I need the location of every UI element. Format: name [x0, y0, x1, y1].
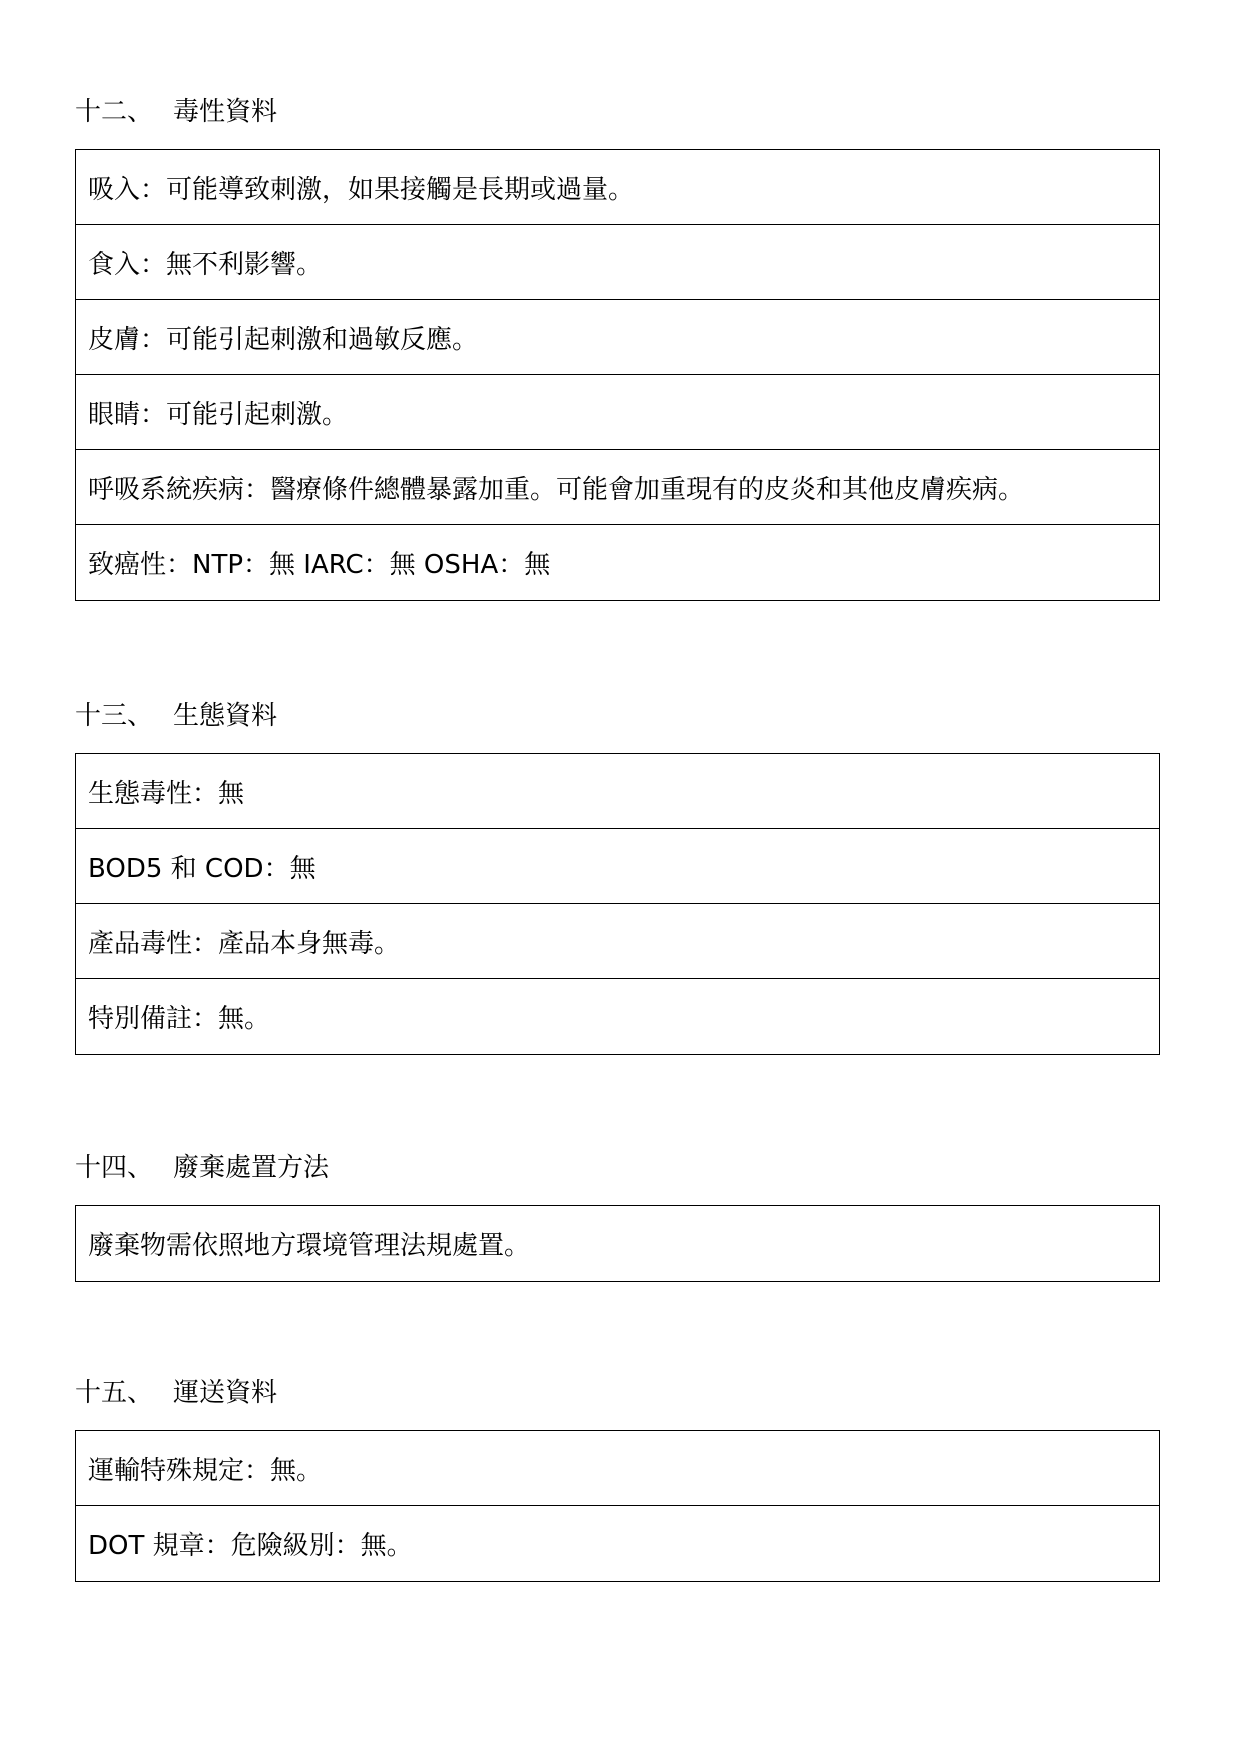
table-row: 吸入：可能導致刺激，如果接觸是長期或過量。 — [76, 150, 1159, 225]
table-row: 特別備註：無。 — [88, 1004, 271, 1034]
table-row: 生態毒性：無 — [76, 754, 1159, 829]
section-title: 廢棄處置方法 — [173, 1153, 330, 1183]
table-row: BOD5 和 COD：無 — [76, 829, 1159, 904]
section-title: 生態資料 — [173, 701, 278, 731]
section-number: 十五、 — [75, 1378, 154, 1408]
section-heading-disposal — [75, 1153, 329, 1183]
ecology-table — [75, 753, 1160, 1055]
section-heading-toxicology — [75, 97, 277, 127]
section-number: 十四、 — [75, 1153, 154, 1183]
table-row: 運輸特殊規定：無。 — [76, 1431, 1159, 1506]
table-row: 呼吸系統疾病：醫療條件總體暴露加重。可能會加重現有的皮炎和其他皮膚疾病。 — [76, 450, 1159, 525]
table-row: 食入：無不利影響。 — [76, 225, 1159, 300]
transport-table — [75, 1430, 1160, 1582]
table-row: DOT 規章：危險級別：無。 — [88, 1531, 413, 1561]
section-number: 十三、 — [75, 701, 154, 731]
table-row: 皮膚：可能引起刺激和過敏反應。 — [76, 300, 1159, 375]
section-number: 十二、 — [75, 97, 154, 127]
section-title: 運送資料 — [173, 1378, 278, 1408]
table-row: 致癌性：NTP：無 IARC：無 OSHA：無 — [88, 550, 551, 580]
section-heading-ecology — [75, 701, 277, 731]
section-heading-transport — [75, 1378, 277, 1408]
table-row: 廢棄物需依照地方環境管理法規處置。 — [88, 1231, 531, 1261]
table-row: 眼睛：可能引起刺激。 — [76, 375, 1159, 450]
section-title: 毒性資料 — [173, 97, 278, 127]
disposal-table — [75, 1205, 1160, 1282]
table-row: 產品毒性：產品本身無毒。 — [76, 904, 1159, 979]
toxicology-table — [75, 149, 1160, 601]
